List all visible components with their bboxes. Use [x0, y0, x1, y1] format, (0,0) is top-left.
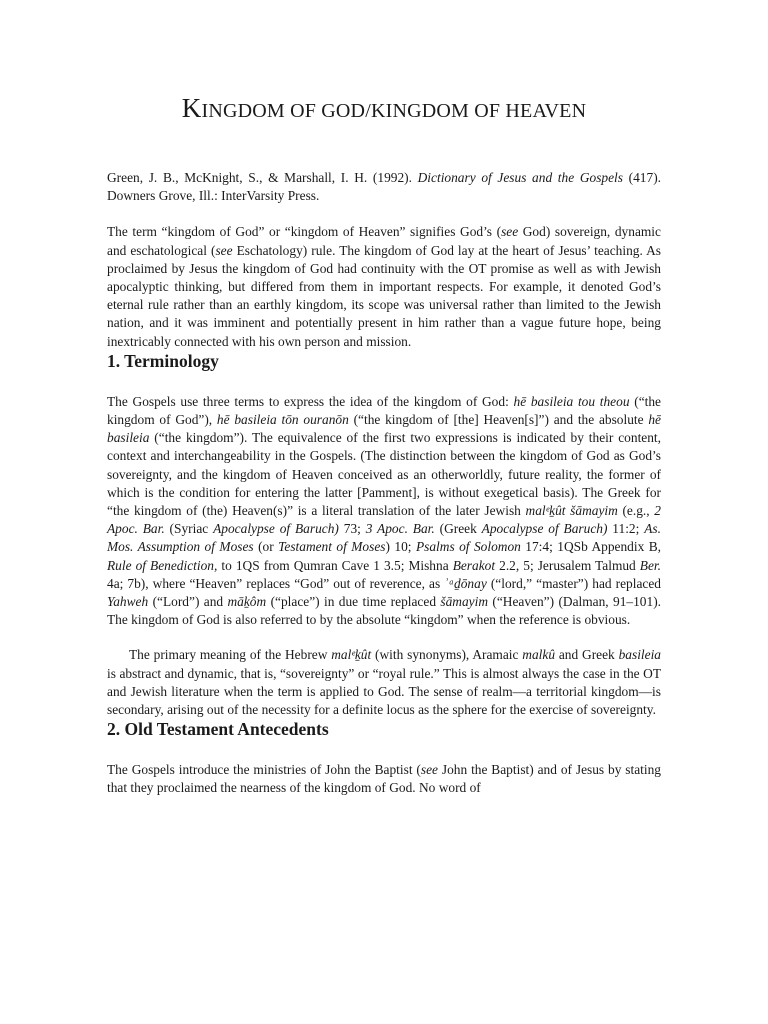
section-heading-terminology: 1. Terminology	[107, 350, 219, 371]
ot-antecedents-paragraph: The Gospels introduce the ministries of John the Baptist (see John the Baptist) and of Jesus by stating that they proclaimed the nearness of the kingdom of God. No word of	[107, 762, 661, 796]
section-heading-ot-antecedents: 2. Old Testament Antecedents	[107, 719, 329, 740]
terminology-paragraph-1: The Gospels use three terms to express the idea of the kingdom of God: hē basileia tou theou (“the kingdom of God”), hē basileia tōn ouranōn (“the kingdom of [the] Heaven[s]”) and the absolute hē basileia (“the kingdom”). The equivalence of the first two expressions is indicated by their content, context and interchangeability in the Gospels. (The distinction between the kingdom of God as God’s sovereignty, and the kingdom of Heaven conceived as an otherworldly, future reality, the former of which is the condition for entering the latter [Pamment], is without exegetical basis). The Greek for “the kingdom of (the) Heaven(s)” is a literal translation of the later Jewish malᵉḵût šāmayim (e.g., 2 Apoc. Bar. (Syriac Apocalypse of Baruch) 73; 3 Apoc. Bar. (Greek Apocalypse of Baruch) 11:2; As. Mos. Assumption of Moses (or Testament of Moses) 10; Psalms of Solomon 17:4; 1QSb Appendix B, Rule of Benediction, to 1QS from Qumran Cave 1 3.5; Mishna Berakot 2.2, 5; Jerusalem Talmud Ber. 4a; 7b), where “Heaven” replaces “God” out of reverence, as ʾᵃḏōnay (“lord,” “master”) had replaced Yahweh (“Lord”) and māḵôm (“place”) in due time replaced šāmayim (“Heaven”) (Dalman, 91–101). The kingdom of God is also referred to by the absolute “kingdom” when the reference is obvious.	[107, 393, 662, 628]
title-rest: INGDOM OF GOD/KINGDOM OF HEAVEN	[201, 100, 587, 122]
citation: Green, J. B., McKnight, S., & Marshall, I. H. (1992). Dictionary of Jesus and the Gospels (417). Downers Grove, Ill.: InterVarsity Press.	[107, 170, 661, 204]
title-initial: K	[181, 93, 202, 123]
terminology-paragraph-2: The primary meaning of the Hebrew malᵉḵût (with synonyms), Aramaic malkû and Greek basileia is abstract and dynamic, that is, “sovereignty” or “royal rule.” This is almost always the case in the OT and Jewish literature when the term is applied to God. The sense of realm—a territorial kingdom—is secondary, arising out of the necessity for a definite locus as the sphere for the exercise of sovereignty.	[107, 647, 661, 718]
page-title	[107, 0, 661, 124]
intro-paragraph: The term “kingdom of God” or “kingdom of Heaven” signifies God’s (see God) sovereign, dynamic and eschatological (see Eschatology) rule. The kingdom of God lay at the heart of Jesus’ teaching. As proclaimed by Jesus the kingdom of God had continuity with the OT promise as well as with Jewish apocalyptic thinking, but differed from them in important respects. For example, it denoted God’s eternal rule rather than an earthly kingdom, its scope was universal rather than limited to the Jewish nation, and it was imminent and potentially present in him rather than a vague future hope, being inextricably connected with his own person and mission.	[107, 224, 661, 349]
citation-work: Dictionary of Jesus and the Gospels	[417, 170, 623, 185]
